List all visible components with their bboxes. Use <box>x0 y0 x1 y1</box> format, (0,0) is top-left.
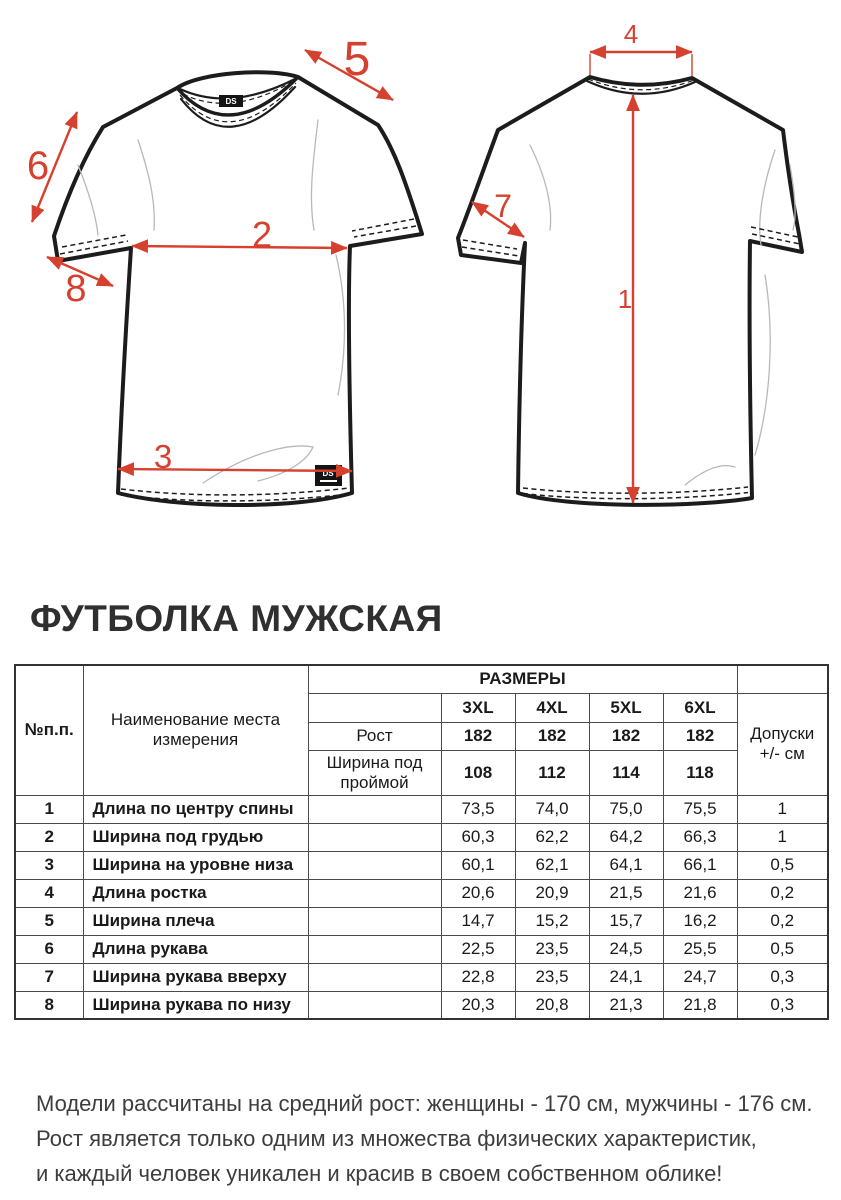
row-value: 62,2 <box>515 823 589 851</box>
underarm-label: Ширина под проймой <box>308 750 441 795</box>
empty-cell <box>308 693 441 722</box>
row-name: Ширина на уровне низа <box>83 851 308 879</box>
footer-line-2: Рост является только одним из множества физических характеристик, <box>36 1126 757 1151</box>
table-row <box>15 963 828 991</box>
size-col-4xl: 4XL <box>515 693 589 722</box>
table-row <box>15 991 828 1019</box>
empty-cell <box>308 851 441 879</box>
tolerance-header-line1: Допуски <box>750 724 815 743</box>
measure-label-1: 1 <box>617 284 633 314</box>
row-value: 25,5 <box>663 935 737 963</box>
row-num: 3 <box>15 851 83 879</box>
underarm-value: 114 <box>589 750 663 795</box>
hem-tag-text: DS <box>322 469 334 478</box>
row-num: 7 <box>15 963 83 991</box>
empty-cell <box>737 665 828 693</box>
row-name: Ширина под грудью <box>83 823 308 851</box>
row-value: 64,1 <box>589 851 663 879</box>
row-value: 24,5 <box>589 935 663 963</box>
tolerance-header <box>737 693 828 795</box>
footer-note <box>36 1086 826 1191</box>
row-value: 22,8 <box>441 963 515 991</box>
size-col-3xl: 3XL <box>441 693 515 722</box>
row-tolerance: 0,2 <box>737 907 828 935</box>
row-value: 60,1 <box>441 851 515 879</box>
col-header-name: Наименование места измерения <box>83 665 308 795</box>
row-name: Длина рукава <box>83 935 308 963</box>
growth-value: 182 <box>589 722 663 750</box>
row-value: 21,8 <box>663 991 737 1019</box>
page-title: ФУТБОЛКА МУЖСКАЯ <box>30 598 443 639</box>
row-value: 22,5 <box>441 935 515 963</box>
tshirt-front-outline <box>54 72 422 505</box>
growth-label: Рост <box>308 722 441 750</box>
sizes-group-header: РАЗМЕРЫ <box>308 665 737 693</box>
measure-label-3: 3 <box>153 438 173 475</box>
row-value: 66,1 <box>663 851 737 879</box>
row-value: 23,5 <box>515 935 589 963</box>
row-value: 60,3 <box>441 823 515 851</box>
table-row <box>15 879 828 907</box>
row-num: 5 <box>15 907 83 935</box>
row-name: Ширина рукава по низу <box>83 991 308 1019</box>
row-value: 64,2 <box>589 823 663 851</box>
size-col-5xl: 5XL <box>589 693 663 722</box>
row-value: 20,3 <box>441 991 515 1019</box>
row-tolerance: 0,3 <box>737 991 828 1019</box>
growth-value: 182 <box>663 722 737 750</box>
underarm-value: 108 <box>441 750 515 795</box>
row-value: 24,7 <box>663 963 737 991</box>
tolerance-header-line2: +/- см <box>759 744 805 763</box>
measure-label-2: 2 <box>251 214 273 255</box>
measure-label-6: 6 <box>26 144 50 188</box>
measure-label-4: 4 <box>623 19 639 49</box>
empty-cell <box>308 823 441 851</box>
row-num: 8 <box>15 991 83 1019</box>
table-row <box>15 823 828 851</box>
row-num: 6 <box>15 935 83 963</box>
footer-line-1: Модели рассчитаны на средний рост: женщины - 170 см, мужчины - 176 см. <box>36 1091 813 1116</box>
row-value: 21,6 <box>663 879 737 907</box>
row-tolerance: 0,2 <box>737 879 828 907</box>
neck-tag <box>219 95 243 107</box>
empty-cell <box>308 963 441 991</box>
underarm-value: 118 <box>663 750 737 795</box>
row-tolerance: 0,5 <box>737 851 828 879</box>
measure-label-5: 5 <box>343 33 371 86</box>
row-value: 74,0 <box>515 795 589 823</box>
measure-label-8: 8 <box>65 268 87 310</box>
row-num: 2 <box>15 823 83 851</box>
row-value: 24,1 <box>589 963 663 991</box>
row-num: 1 <box>15 795 83 823</box>
measure-arrow-4 <box>590 19 692 76</box>
row-name: Ширина рукава вверху <box>83 963 308 991</box>
table-row <box>15 795 828 823</box>
row-value: 21,5 <box>589 879 663 907</box>
empty-cell <box>308 795 441 823</box>
row-value: 66,3 <box>663 823 737 851</box>
empty-cell <box>308 991 441 1019</box>
row-tolerance: 0,3 <box>737 963 828 991</box>
row-value: 23,5 <box>515 963 589 991</box>
table-header-row-sizes-group <box>15 665 828 693</box>
row-value: 16,2 <box>663 907 737 935</box>
row-tolerance: 0,5 <box>737 935 828 963</box>
row-value: 14,7 <box>441 907 515 935</box>
row-value: 75,0 <box>589 795 663 823</box>
row-num: 4 <box>15 879 83 907</box>
table-row <box>15 907 828 935</box>
measure-arrow-8 <box>47 257 113 310</box>
tshirt-front-drawing <box>18 25 440 530</box>
row-value: 15,2 <box>515 907 589 935</box>
col-header-num: №п.п. <box>15 665 83 795</box>
row-tolerance: 1 <box>737 795 828 823</box>
growth-value: 182 <box>441 722 515 750</box>
neck-tag-text: DS <box>225 97 237 106</box>
row-value: 75,5 <box>663 795 737 823</box>
row-value: 62,1 <box>515 851 589 879</box>
empty-cell <box>308 879 441 907</box>
empty-cell <box>308 935 441 963</box>
row-value: 20,6 <box>441 879 515 907</box>
underarm-value: 112 <box>515 750 589 795</box>
table-row <box>15 935 828 963</box>
growth-value: 182 <box>515 722 589 750</box>
row-value: 73,5 <box>441 795 515 823</box>
row-value: 20,9 <box>515 879 589 907</box>
empty-cell <box>308 907 441 935</box>
row-name: Ширина плеча <box>83 907 308 935</box>
size-table <box>14 664 829 1020</box>
row-value: 21,3 <box>589 991 663 1019</box>
row-name: Длина ростка <box>83 879 308 907</box>
table-row <box>15 851 828 879</box>
measure-label-7: 7 <box>494 188 512 224</box>
row-name: Длина по центру спины <box>83 795 308 823</box>
size-col-6xl: 6XL <box>663 693 737 722</box>
footer-line-3: и каждый человек уникален и красив в своем собственном облике! <box>36 1161 723 1186</box>
tshirt-back-drawing <box>445 15 815 530</box>
row-value: 15,7 <box>589 907 663 935</box>
row-tolerance: 1 <box>737 823 828 851</box>
hem-tag <box>315 465 342 486</box>
row-value: 20,8 <box>515 991 589 1019</box>
